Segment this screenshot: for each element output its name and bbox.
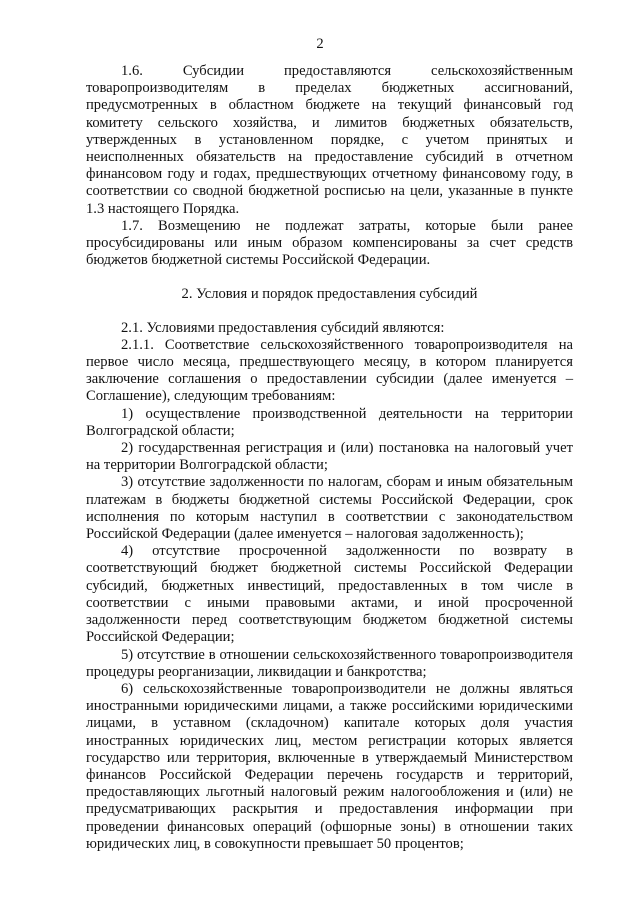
paragraph-2-1: 2.1. Условиями предоставления субсидий являются:	[121, 319, 445, 336]
requirement-4: 4) отсутствие просроченной задолженности по возврату в соответствующий бюджет бюджетной системы Российской Федерации субсидий, бюджетных инвестиций, предоставленных в том числе в соответствии с иными правовыми актами, и иной просроченной задолженности перед соответствующим бюджетом бюджетной системы Российской Федерации;	[86, 543, 573, 646]
requirement-3: 3) отсутствие задолженности по налогам, сборам и иным обязательным платежам в бюджеты бюджетной системы Российской Федерации, срок исполнения по которым наступил в соответствии с законодательством Российской Федерации (далее именуется – налоговая задолженность);	[86, 474, 573, 543]
page-number: 2	[316, 36, 324, 52]
requirement-6: 6) сельскохозяйственные товаропроизводители не должны являться иностранными юридическими лицами, а также российскими юридическими лицами, в уставном (складочном) капитале которых доля участия иностранных юридических лиц, местом регистрации которых является государство или территория, включенные в утверждаемый Министерством финансов Российской Федерации перечень государств и территорий, предоставляющих льготный налоговый режим налогообложения и (или) не предусматривающих раскрытия и предоставления информации при проведении финансовых операций (офшорные зоны) в отношении таких юридических лиц, в совокупности превышает 50 процентов;	[86, 680, 573, 852]
requirement-2: 2) государственная регистрация и (или) постановка на налоговый учет на территории Волгоградской области;	[86, 440, 573, 474]
section-title: 2. Условия и порядок предоставления субсидий	[181, 286, 478, 303]
document-body	[86, 63, 573, 853]
requirement-5: 5) отсутствие в отношении сельскохозяйственного товаропроизводителя процедуры реорганизации, ликвидации и банкротства;	[86, 646, 573, 680]
paragraph-1-6: 1.6. Субсидии предоставляются сельскохозяйственным товаропроизводителям в пределах бюджетных ассигнований, предусмотренных в областном бюджете на текущий финансовый год комитету сельского хозяйства, и лимитов бюджетных обязательств, утвержденных в установленном порядке, с учетом принятых и неисполненных обязательств на предоставление субсидий в отчетном финансовом году и годах, предшествующих отчетному финансовому году, в соответствии со сводной бюджетной росписью на цели, указанные в пункте 1.3 настоящего Порядка.	[86, 63, 573, 217]
paragraph-2-1-1: 2.1.1. Соответствие сельскохозяйственного товаропроизводителя на первое число месяца, предшествующего месяцу, в котором планируется заключение соглашения о предоставлении субсидии (далее именуется – Соглашение), следующим требованиям:	[86, 336, 573, 405]
requirement-1: 1) осуществление производственной деятельности на территории Волгоградской области;	[86, 405, 573, 439]
paragraph-1-7: 1.7. Возмещению не подлежат затраты, которые были ранее просубсидированы или иным образом компенсированы за счет средств бюджетов бюджетной системы Российской Федерации.	[86, 217, 573, 269]
